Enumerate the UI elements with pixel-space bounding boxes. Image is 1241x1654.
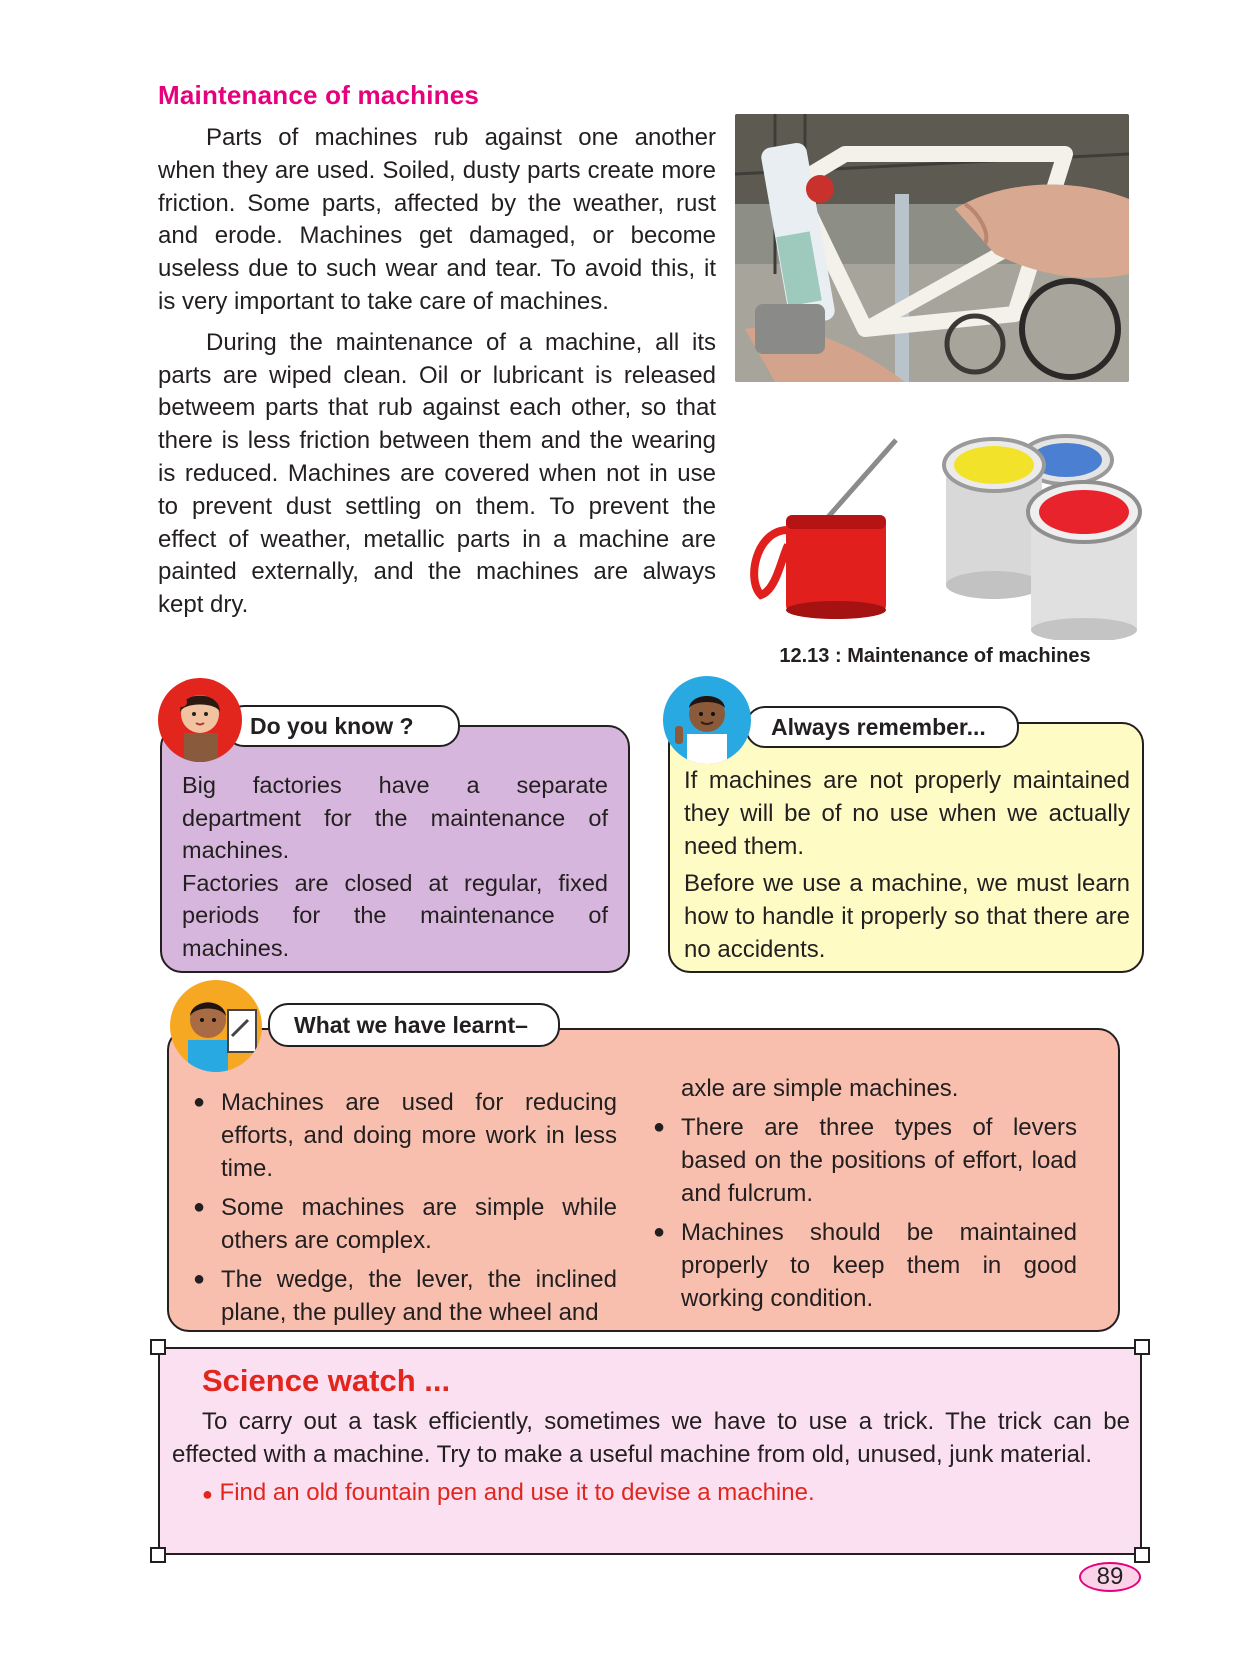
bicycle-maintenance-photo xyxy=(735,114,1129,382)
frame-corner xyxy=(1134,1339,1150,1355)
writing-boy-avatar-icon xyxy=(170,980,262,1072)
lubricant-and-paint-photo xyxy=(736,420,1146,640)
learnt-item: ● The wedge, the lever, the inclined plane, the pulley and the wheel and xyxy=(187,1263,617,1329)
science-watch-box xyxy=(158,1347,1142,1555)
girl-avatar-icon xyxy=(158,678,242,762)
figure-caption: 12.13 : Maintenance of machines xyxy=(779,645,1091,667)
boy-avatar-icon xyxy=(663,676,751,764)
always-remember-text: Before we use a machine, we must learn how to handle it properly so that there are no accidents. xyxy=(684,870,1130,963)
paragraph: During the maintenance of a machine, all its parts are wiped clean. Oil or lubricant is released betweem parts that rub against each other, so that there is less friction between them and the wearing is reduced. Machines are covered when not in use to prevent dust settling on them. To prevent the effect of weather, metallic parts in a machine are painted externally, and the machines are always kept dry. xyxy=(158,328,716,619)
science-watch-activity-text: Find an old fountain pen and use it to devise a machine. xyxy=(219,1479,815,1506)
learnt-list xyxy=(647,1072,1077,1315)
frame-corner xyxy=(1134,1547,1150,1563)
science-watch-activity xyxy=(202,1479,1130,1507)
learnt-left-column xyxy=(187,1086,617,1335)
oil-can-icon xyxy=(754,440,896,619)
learnt-item: ● Machines should be maintained properly to keep them in good working condition. xyxy=(647,1216,1077,1315)
what-we-have-learnt-title-text: What we have learnt– xyxy=(294,1011,528,1038)
always-remember-box xyxy=(668,722,1144,973)
bullet-icon: ● xyxy=(653,1221,666,1243)
bullet-icon: ● xyxy=(653,1116,666,1138)
do-you-know-text: Big factories have a separate department for the maintenance of machines. xyxy=(182,772,608,864)
body-text xyxy=(158,122,716,630)
what-we-have-learnt-box xyxy=(167,1028,1120,1332)
page-number: 89 xyxy=(1079,1562,1141,1592)
bullet-icon: ● xyxy=(193,1196,206,1218)
learnt-item: ● There are three types of levers based on the positions of effort, load and fulcrum. xyxy=(647,1111,1077,1210)
always-remember-title xyxy=(745,706,1019,748)
learnt-list xyxy=(187,1086,617,1329)
section-heading: Maintenance of machines xyxy=(158,80,480,110)
always-remember-title-text: Always remember... xyxy=(771,713,986,740)
science-watch-title: Science watch ... xyxy=(202,1363,451,1398)
bullet-icon: ● xyxy=(193,1091,206,1113)
frame-corner xyxy=(150,1547,166,1563)
do-you-know-box xyxy=(160,725,630,973)
bullet-icon: ● xyxy=(193,1268,206,1290)
frame-corner xyxy=(150,1339,166,1355)
what-we-have-learnt-title xyxy=(268,1003,560,1047)
learnt-item: ● Machines are used for reducing efforts, and doing more work in less time. xyxy=(187,1086,617,1185)
paint-cans-icon xyxy=(944,436,1140,640)
science-watch-text: To carry out a task efficiently, sometimes we have to use a trick. The trick can be effected with a machine. Try to make a useful machine from old, unused, junk material. xyxy=(172,1408,1130,1468)
do-you-know-title-text: Do you know ? xyxy=(250,712,414,739)
do-you-know-title xyxy=(224,705,460,747)
bullet-icon: ● xyxy=(202,1484,213,1504)
do-you-know-text: Factories are closed at regular, fixed periods for the maintenance of machines. xyxy=(182,869,608,961)
paragraph: Parts of machines rub against one another when they are used. Soiled, dusty parts create more friction. Some parts, affected by the weather, rust and erode. Machines get damaged, or become useless due to such wear and tear. To avoid this, it is very important to take care of machines. xyxy=(158,124,716,315)
always-remember-text: If machines are not properly maintained they will be of no use when we actually need them. xyxy=(684,767,1130,860)
learnt-right-column xyxy=(647,1072,1077,1335)
learnt-item: ● Some machines are simple while others are complex. xyxy=(187,1191,617,1257)
learnt-item-continuation: axle are simple machines. xyxy=(681,1075,959,1102)
